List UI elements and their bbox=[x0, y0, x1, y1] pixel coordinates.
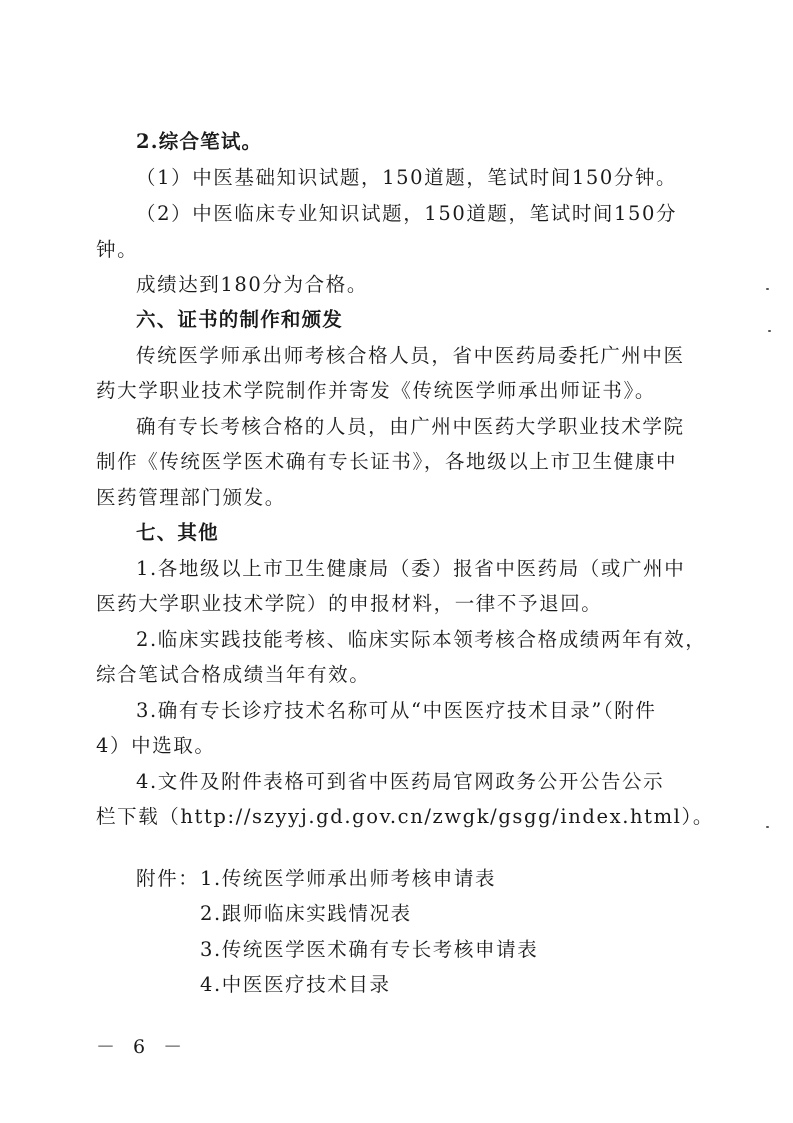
certificate-para-2-line1: 确有专长考核合格的人员，由广州中医药大学职业技术学院 bbox=[136, 415, 685, 438]
certificate-para-2-line2: 制作《传统医学医术确有专长证书》，各地级以上市卫生健康中 bbox=[96, 450, 678, 473]
exam-item-basic-knowledge: （1）中医基础知识试题，150道题，笔试时间150分钟。 bbox=[136, 166, 678, 189]
scan-speck bbox=[768, 330, 771, 332]
scan-speck bbox=[766, 826, 769, 828]
exam-item-clinical-knowledge-line2: 钟。 bbox=[96, 238, 139, 261]
attachment-item: 3.传统医学医术确有专长考核申请表 bbox=[200, 938, 539, 961]
other-item-2-line1: 2.临床实践技能考核、临床实际本领考核合格成绩两年有效， bbox=[136, 628, 707, 651]
page-number: － 6 － bbox=[96, 1036, 189, 1058]
other-item-2-line2: 综合笔试合格成绩当年有效。 bbox=[96, 663, 371, 686]
attachments-label: 附件： bbox=[136, 867, 200, 890]
pass-rule-text: 成绩达到180分为合格。 bbox=[136, 273, 368, 296]
exam-item-clinical-knowledge-line1: （2）中医临床专业知识试题，150道题，笔试时间150分 bbox=[136, 202, 678, 225]
other-item-1-line1: 1.各地级以上市卫生健康局（委）报省中医药局（或广州中 bbox=[136, 557, 686, 580]
other-item-4-line2: 栏下载（http://szyyj.gd.gov.cn/zwgk/gsgg/index.html）。 bbox=[96, 805, 714, 828]
other-item-3-line2: 4）中选取。 bbox=[96, 734, 216, 757]
other-item-1-line2: 医药大学职业技术学院）的申报材料，一律不予退回。 bbox=[96, 592, 603, 615]
section-heading-certificates: 六、证书的制作和颁发 bbox=[136, 308, 344, 331]
section-heading-other: 七、其他 bbox=[136, 521, 219, 544]
attachment-item: 1.传统医学师承出师考核申请表 bbox=[200, 867, 497, 890]
certificate-para-2-line3: 医药管理部门颁发。 bbox=[96, 486, 286, 509]
other-item-3-line1: 3.确有专长诊疗技术名称可从“中医医疗技术目录”（附件 bbox=[136, 699, 657, 722]
certificate-para-1-line2: 药大学职业技术学院制作并寄发《传统医学师承出师证书》。 bbox=[96, 379, 656, 402]
other-item-4-line1: 4.文件及附件表格可到省中医药局官网政务公开公告公示 bbox=[136, 770, 665, 793]
certificate-para-1-line1: 传统医学师承出师考核合格人员，省中医药局委托广州中医 bbox=[136, 344, 685, 367]
scan-speck bbox=[766, 288, 769, 290]
attachment-item: 2.跟师临床实践情况表 bbox=[200, 902, 412, 925]
attachment-item: 4.中医医疗技术目录 bbox=[200, 973, 391, 996]
subsection-heading-written-exam: 2.综合笔试。 bbox=[136, 130, 263, 153]
